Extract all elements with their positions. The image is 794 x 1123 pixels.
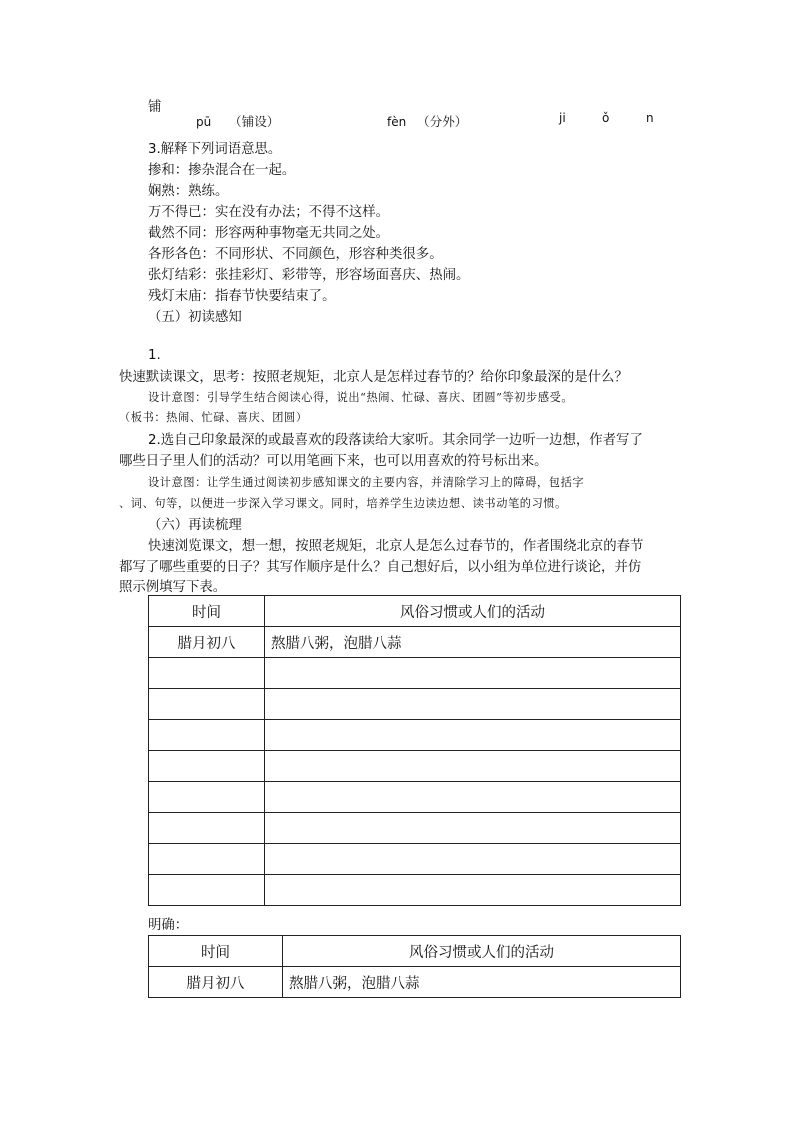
table-row [149, 813, 681, 844]
cell-time[interactable] [149, 720, 265, 751]
pinyin-pu: pū [196, 115, 212, 129]
definition-item: 张灯结彩：张挂彩灯、彩带等，形容场面喜庆、热闹。 [148, 268, 470, 283]
table-row [149, 627, 681, 658]
table-row [149, 844, 681, 875]
cell-time[interactable] [149, 813, 265, 844]
cell-activity[interactable] [265, 689, 681, 720]
cell-time: 腊月初八 [149, 627, 265, 658]
cell-activity[interactable] [265, 782, 681, 813]
cell-time[interactable] [149, 782, 265, 813]
cell-activity[interactable] [265, 813, 681, 844]
pinyin-jiao-3: n [646, 111, 654, 125]
activity-table [148, 595, 681, 906]
table-row [149, 967, 681, 998]
cell-time[interactable] [149, 689, 265, 720]
table-header-row [149, 936, 681, 967]
cell-time[interactable] [149, 751, 265, 782]
cell-activity: 熬腊八粥，泡腊八蒜 [283, 967, 681, 998]
cell-activity[interactable] [265, 720, 681, 751]
section6-heading: （六）再读梳理 [148, 518, 242, 533]
cell-time[interactable] [149, 844, 265, 875]
cell-activity[interactable] [265, 658, 681, 689]
clarify-label: 明确： [148, 918, 189, 933]
answer-table [148, 935, 681, 998]
board-notes: （板书：热闹、忙碌、喜庆、团圆） [119, 411, 308, 424]
table-row [149, 658, 681, 689]
question2-line1: 2.选自己印象最深的或最喜欢的段落读给大家听。其余同学一边听一边想，作者写了 [148, 433, 643, 448]
pinyin-jiao-2: ǒ [602, 111, 610, 125]
section5-heading: （五）初读感知 [148, 310, 242, 325]
definition-item: 娴熟：熟练。 [148, 184, 229, 199]
pinyin-jiao-1: ji [559, 111, 566, 125]
cell-time[interactable] [149, 658, 265, 689]
design-intent-2-line2: 、词、句等，以便进一步深入学习课文。同时，培养学生边读边想、读书动笔的习惯。 [119, 497, 567, 510]
word-fen: （分外） [417, 114, 468, 129]
header-time: 时间 [149, 596, 265, 627]
table-header-row [149, 596, 681, 627]
design-intent-2-line1: 设计意图：让学生通过阅读初步感知课文的主要内容，并清除学习上的障碍，包括字 [148, 476, 585, 489]
cell-activity[interactable] [265, 844, 681, 875]
question2-line2: 哪些日子里人们的活动？可以用笔画下来，也可以用喜欢的符号标出来。 [119, 454, 548, 469]
word-pu: （铺设） [229, 114, 280, 129]
cell-time: 腊月初八 [149, 967, 283, 998]
design-intent-1: 设计意图：引导学生结合阅读心得，说出“热闹、忙碌、喜庆、团圆”等初步感受。 [148, 391, 574, 404]
cell-activity[interactable] [265, 875, 681, 906]
table-row [149, 689, 681, 720]
table-row [149, 720, 681, 751]
pinyin-fen: fèn [387, 115, 407, 129]
cell-activity: 熬腊八粥，泡腊八蒜 [265, 627, 681, 658]
question1-text: 快速默读课文，思考：按照老规矩，北京人是怎样过春节的？给你印象最深的是什么？ [119, 370, 628, 385]
definition-item: 残灯末庙：指春节快要结束了。 [148, 289, 336, 304]
definition-item: 截然不同：形容两种事物毫无共同之处。 [148, 226, 390, 241]
header-time: 时间 [149, 936, 283, 967]
section6-line3: 照示例填写下表。 [119, 580, 227, 595]
char-pu: 铺 [148, 100, 162, 115]
table-row [149, 782, 681, 813]
table-row [149, 751, 681, 782]
header-activity: 风俗习惯或人们的活动 [283, 936, 681, 967]
definition-item: 各形各色：不同形状、不同颜色，形容种类很多。 [148, 247, 443, 262]
table-row [149, 875, 681, 906]
definition-item: 万不得已：实在没有办法；不得不这样。 [148, 205, 390, 220]
section6-line2: 都写了哪些重要的日子？其写作顺序是什么？自己想好后，以小组为单位进行谈论，并仿 [119, 560, 642, 575]
header-activity: 风俗习惯或人们的活动 [265, 596, 681, 627]
definition-item: 掺和：掺杂混合在一起。 [148, 163, 296, 178]
section3-heading: 3.解释下列词语意思。 [148, 142, 282, 157]
cell-time[interactable] [149, 875, 265, 906]
cell-activity[interactable] [265, 751, 681, 782]
section6-line1: 快速浏览课文，想一想，按照老规矩，北京人是怎么过春节的，作者围绕北京的春节 [148, 539, 644, 554]
question1-number: 1. [148, 348, 161, 363]
